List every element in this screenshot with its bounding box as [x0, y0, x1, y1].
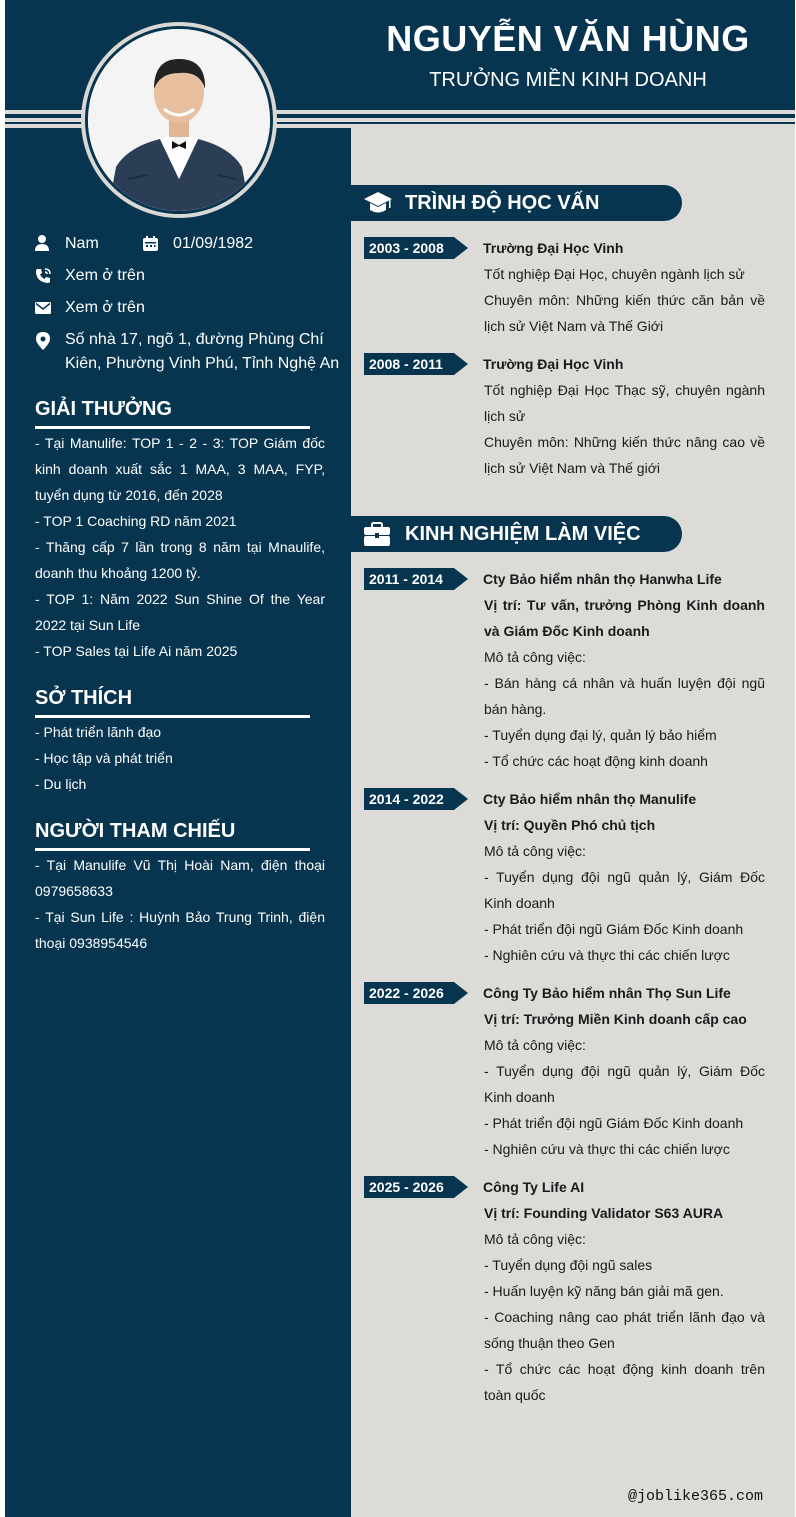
- education-entry: [484, 351, 765, 481]
- job-line: - Nghiên cứu và thực thi các chiến lược: [484, 947, 730, 963]
- job-position: Vị trí: Tư vấn, trưởng Phòng Kinh doanh và Giám Đốc Kinh doanh: [484, 597, 765, 639]
- award-item: - TOP 1: Năm 2022 Sun Shine Of the Year 2022 tại Sun Life: [35, 591, 325, 633]
- gender-value: Nam: [65, 235, 99, 252]
- job-position: Vị trí: Founding Validator S63 AURA: [484, 1205, 724, 1221]
- job-line: - Phát triển đội ngũ Giám Đốc Kinh doanh: [484, 921, 744, 937]
- avatar: [88, 29, 270, 211]
- job-line: - Bán hàng cá nhân và huấn luyện đội ngũ bán hàng.: [484, 675, 765, 717]
- hobby-item: - Phát triển lãnh đạo: [35, 724, 162, 740]
- award-item: - TOP Sales tại Life Ai năm 2025: [35, 643, 238, 659]
- experience-period: 2022 - 2026: [369, 985, 444, 1001]
- job-line: - Tuyển dụng đội ngũ quản lý, Giám Đốc Kinh doanh: [484, 1063, 765, 1105]
- awards-list: [35, 430, 325, 664]
- hobbies-heading: SỞ THÍCH: [35, 687, 133, 709]
- education-line: Tốt nghiệp Đại Học Thạc sỹ, chuyên ngành lịch sử: [484, 382, 765, 424]
- location-pin-icon: [36, 332, 50, 350]
- hobbies-underline: [35, 715, 310, 718]
- job-line: Mô tả công việc:: [484, 1037, 586, 1053]
- school-name: Trường Đại Học Vinh: [483, 240, 624, 256]
- person-photo: [88, 29, 270, 211]
- email-value: Xem ở trên: [65, 299, 145, 316]
- phone-value: Xem ở trên: [65, 267, 145, 284]
- email-icon: [35, 302, 51, 314]
- company-name: Cty Bảo hiểm nhân thọ Hanwha Life: [483, 571, 722, 587]
- references-list: [35, 852, 325, 956]
- job-line: Mô tả công việc:: [484, 843, 586, 859]
- job-line: - Phát triển đội ngũ Giám Đốc Kinh doanh: [484, 1115, 744, 1131]
- education-line: Chuyên môn: Những kiến thức căn bản về lịch sử Việt Nam và Thế Giới: [484, 292, 765, 334]
- job-position: Vị trí: Trưởng Miền Kinh doanh cấp cao: [484, 1011, 747, 1027]
- candidate-title: TRƯỞNG MIỀN KINH DOANH: [429, 69, 707, 91]
- job-line: - Huấn luyện kỹ năng bán giải mã gen.: [484, 1283, 724, 1299]
- job-line: - Nghiên cứu và thực thi các chiến lược: [484, 1141, 730, 1157]
- education-period: 2003 - 2008: [369, 240, 444, 256]
- education-line: Chuyên môn: Những kiến thức nâng cao về lịch sử Việt Nam và Thế giới: [484, 434, 765, 476]
- award-item: - Tại Manulife: TOP 1 - 2 - 3: TOP Giám đốc kinh doanh xuất sắc 1 MAA, 3 MAA, FYP, tuyển dụng từ 2016, đến 2028: [35, 435, 325, 503]
- job-line: - Tuyển dụng đội ngũ quản lý, Giám Đốc Kinh doanh: [484, 869, 765, 911]
- hobbies-list: [35, 719, 325, 797]
- job-line: - Tổ chức các hoạt động kinh doanh: [484, 753, 708, 769]
- job-line: Mô tả công việc:: [484, 649, 586, 665]
- watermark-text: @joblike365.com: [628, 1488, 764, 1505]
- experience-period: 2025 - 2026: [369, 1179, 444, 1195]
- candidate-name: NGUYỄN VĂN HÙNG: [386, 18, 750, 59]
- graduation-cap-icon: [364, 191, 392, 215]
- job-line: - Coaching nâng cao phát triển lãnh đạo và sống thuận theo Gen: [484, 1309, 765, 1351]
- experience-period: 2011 - 2014: [369, 571, 443, 587]
- briefcase-icon: [364, 522, 390, 546]
- experience-period: 2014 - 2022: [369, 791, 444, 807]
- references-heading: NGƯỜI THAM CHIẾU: [35, 820, 236, 842]
- awards-heading: GIẢI THƯỞNG: [35, 398, 172, 420]
- experience-entry: [484, 786, 765, 968]
- cv-page: [5, 0, 795, 1517]
- birthdate-value: 01/09/1982: [173, 235, 254, 252]
- job-line: - Tuyển dụng đội ngũ sales: [484, 1257, 653, 1273]
- experience-entry: [484, 980, 765, 1162]
- company-name: Công Ty Bảo hiểm nhân Thọ Sun Life: [483, 985, 731, 1001]
- award-item: - TOP 1 Coaching RD năm 2021: [35, 513, 237, 529]
- hobby-item: - Học tập và phát triển: [35, 750, 173, 766]
- address-value: Số nhà 17, ngõ 1, đường Phùng Chí Kiên, Phường Vinh Phú, Tỉnh Nghệ An: [65, 331, 340, 372]
- education-period: 2008 - 2011: [369, 356, 443, 372]
- references-underline: [35, 848, 310, 851]
- experience-entry: [484, 1174, 765, 1408]
- user-icon: [35, 235, 49, 251]
- hobby-item: - Du lịch: [35, 776, 87, 792]
- experience-entry: [484, 566, 765, 774]
- reference-item: - Tại Manulife Vũ Thị Hoài Nam, điện thoại 0979658633: [35, 857, 325, 899]
- experience-heading: KINH NGHIỆM LÀM VIỆC: [405, 523, 641, 545]
- education-entry: [484, 235, 765, 339]
- calendar-icon: [143, 236, 158, 251]
- job-line: Mô tả công việc:: [484, 1231, 586, 1247]
- experience-banner: [351, 516, 682, 552]
- education-heading: TRÌNH ĐỘ HỌC VẤN: [405, 192, 600, 214]
- job-position: Vị trí: Quyền Phó chủ tịch: [484, 817, 656, 833]
- award-item: - Thăng cấp 7 lần trong 8 năm tại Mnaulife, doanh thu khoảng 1200 tỷ.: [35, 539, 325, 581]
- company-name: Công Ty Life AI: [483, 1179, 585, 1195]
- school-name: Trường Đại Học Vinh: [483, 356, 624, 372]
- education-line: Tốt nghiệp Đại Học, chuyên ngành lịch sử: [484, 266, 745, 282]
- job-line: - Tuyển dụng đại lý, quản lý bảo hiểm: [484, 727, 717, 743]
- job-line: - Tổ chức các hoạt động kinh doanh trên toàn quốc: [484, 1361, 765, 1403]
- company-name: Cty Bảo hiểm nhân thọ Manulife: [483, 791, 697, 807]
- education-banner: [351, 185, 682, 221]
- awards-underline: [35, 426, 310, 429]
- reference-item: - Tại Sun Life : Huỳnh Bảo Trung Trinh, điện thoại 0938954546: [35, 909, 325, 951]
- phone-icon: [35, 268, 51, 284]
